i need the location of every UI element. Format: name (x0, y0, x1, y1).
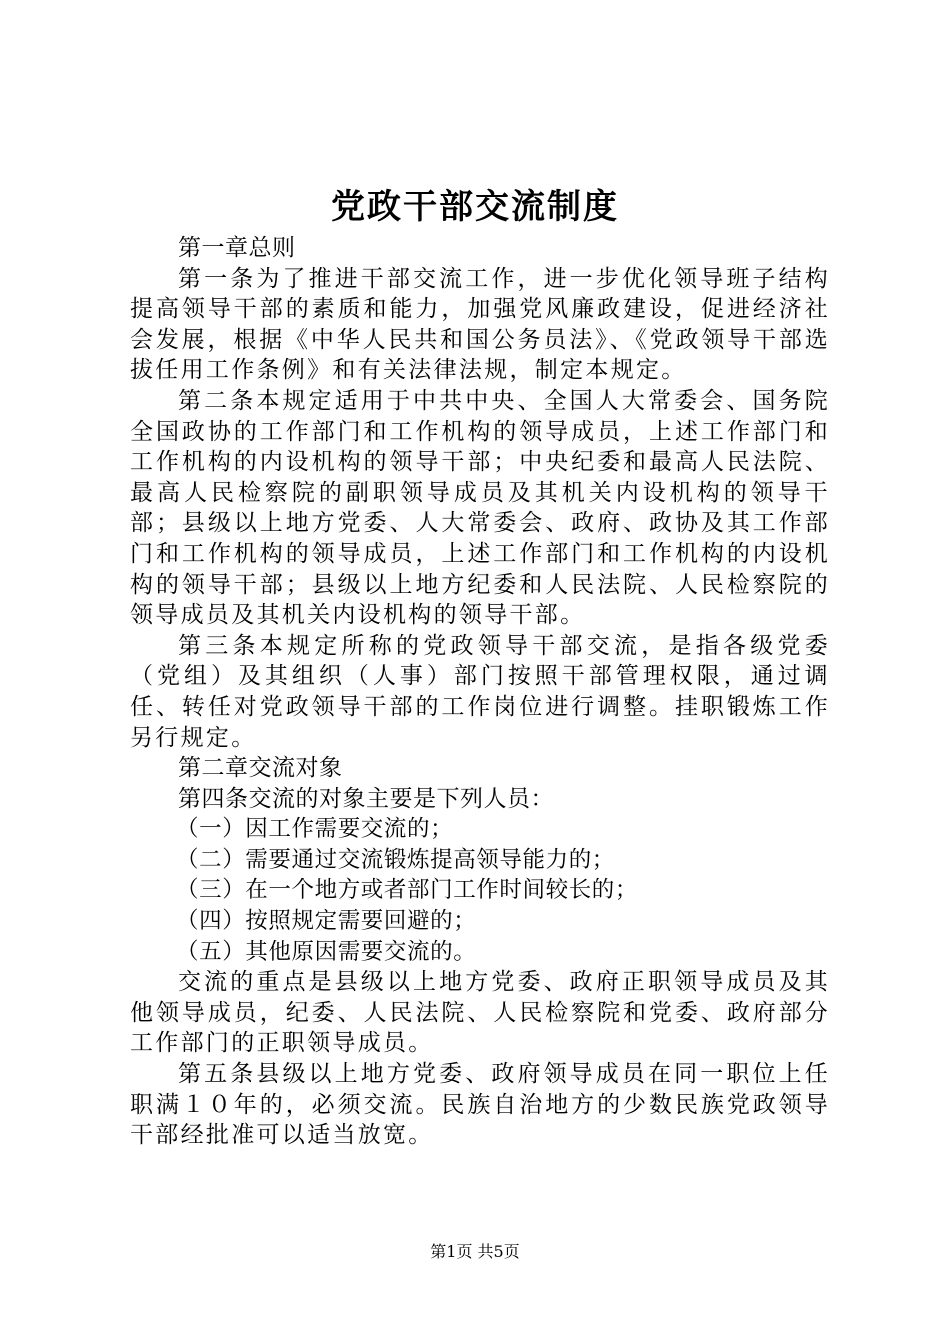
article-paragraph: 第四条交流的对象主要是下列人员： (178, 785, 554, 812)
list-item: （二）需要通过交流锻炼提高领导能力的； (176, 846, 615, 873)
chapter-heading: 第二章交流对象 (178, 755, 343, 782)
document-body (130, 233, 830, 1151)
article-paragraph: 第三条本规定所称的党政领导干部交流，是指各级党委（党组）及其组织（人事）部门按照干部管理权限，通过调任、转任对党政领导干部的工作岗位进行调整。挂职锻炼工作另行规定。 (130, 632, 830, 751)
article-paragraph: 第一条为了推进干部交流工作，进一步优化领导班子结构提高领导干部的素质和能力，加强党风廉政建设，促进经济社会发展，根据《中华人民共和国公务员法》、《党政领导干部选拔任用工作条例》和有关法律法规，制定本规定。 (130, 265, 830, 384)
page-number-footer: 第1页 共5页 (430, 1242, 520, 1261)
article-paragraph: 第二条本规定适用于中共中央、全国人大常委会、国务院全国政协的工作部门和工作机构的领导成员，上述工作部门和工作机构的内设机构的领导干部；中央纪委和最高人民法院、最高人民检察院的副职领导成员及其机关内设机构的领导干部；县级以上地方党委、人大常委会、政府、政协及其工作部门和工作机构的领导成员，上述工作部门和工作机构的内设机构的领导干部；县级以上地方纪委和人民法院、人民检察院的领导成员及其机关内设机构的领导干部。 (130, 387, 830, 629)
document-title: 党政干部交流制度 (331, 187, 619, 227)
article-paragraph: 交流的重点是县级以上地方党委、政府正职领导成员及其他领导成员，纪委、人民法院、人民检察院和党委、政府部分工作部门的正职领导成员。 (130, 969, 830, 1057)
list-item: （四）按照规定需要回避的； (176, 908, 477, 935)
list-item: （三）在一个地方或者部门工作时间较长的； (176, 877, 639, 904)
article-paragraph: 第五条县级以上地方党委、政府领导成员在同一职位上任职满１０年的，必须交流。民族自治地方的少数民族党政领导干部经批准可以适当放宽。 (130, 1061, 830, 1149)
list-item: （五）其他原因需要交流的。 (176, 938, 477, 965)
list-item: （一）因工作需要交流的； (176, 816, 454, 843)
chapter-heading: 第一章总则 (178, 235, 296, 261)
